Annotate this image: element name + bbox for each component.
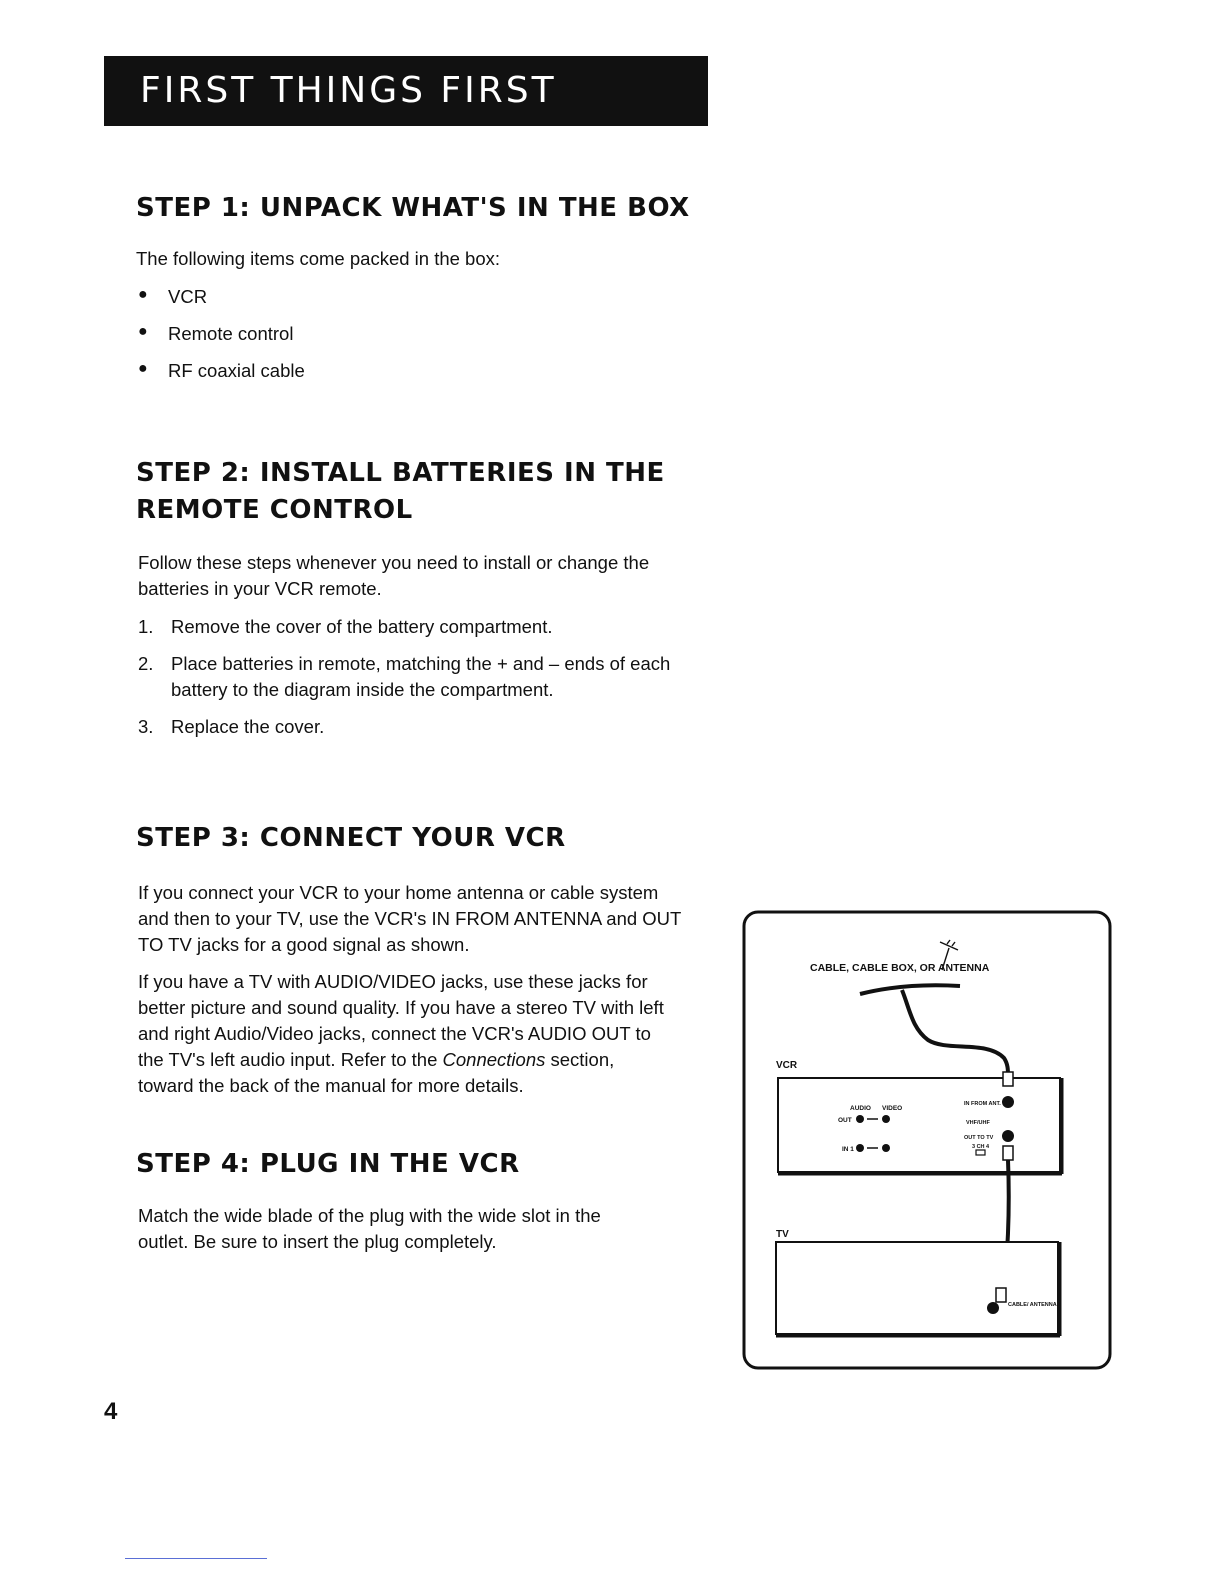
connections-reference: Connections (442, 1049, 546, 1070)
video-jack-label: VIDEO (882, 1105, 903, 1112)
list-item-number: 1. (138, 616, 154, 637)
footer-rule (125, 1558, 267, 1559)
step1-heading: STEP 1: UNPACK WHAT'S IN THE BOX (136, 193, 690, 223)
out-to-tv-label: OUT TO TV (964, 1135, 994, 1141)
text-line: toward the back of the manual for more details. (138, 1075, 524, 1096)
coax-connector-icon (996, 1288, 1006, 1302)
list-item-text: VCR (168, 286, 208, 307)
tv-label: TV (776, 1229, 789, 1240)
page-number: 4 (104, 1398, 118, 1425)
vcr-connection-diagram (742, 910, 1112, 1370)
list-item-text: RF coaxial cable (168, 360, 305, 381)
list-item-text: Replace the cover. (171, 716, 325, 737)
in1-label: IN 1 (842, 1146, 854, 1153)
step2-heading-line1: STEP 2: INSTALL BATTERIES IN THE (136, 458, 665, 488)
list-item-text: battery to the diagram inside the compartment. (171, 679, 554, 700)
page-title-banner (104, 56, 708, 126)
page-title: FIRST THINGS FIRST (140, 70, 557, 111)
bullet-icon: ● (138, 323, 148, 340)
out-label: OUT (838, 1117, 852, 1124)
step4-heading: STEP 4: PLUG IN THE VCR (136, 1149, 520, 1179)
text-line: If you connect your VCR to your home antenna or cable system (138, 882, 659, 903)
list-item-text: Place batteries in remote, matching the + and – ends of each (171, 653, 671, 674)
text-span: the TV's left audio input. Refer to the (138, 1049, 443, 1070)
vhf-uhf-label: VHF/UHF (966, 1120, 990, 1126)
step2-intro-line1: Follow these steps whenever you need to install or change the (138, 552, 650, 573)
bullet-icon: ● (138, 360, 148, 377)
video-out-jack-icon (882, 1115, 890, 1123)
step1-intro: The following items come packed in the box: (136, 248, 501, 269)
audio-out-jack-icon (856, 1115, 864, 1123)
in-from-ant-label: IN FROM ANT. (964, 1101, 1001, 1107)
out-to-tv-jack-icon (1002, 1130, 1014, 1142)
list-item-number: 2. (138, 653, 154, 674)
text-line: better picture and sound quality. If you have a stereo TV with left (138, 997, 664, 1018)
step2-intro-line2: batteries in your VCR remote. (138, 578, 382, 599)
vcr-rear-panel (778, 1078, 1060, 1172)
list-item-number: 3. (138, 716, 154, 737)
text-line: and right Audio/Video jacks, connect the VCR's AUDIO OUT to (138, 1023, 651, 1044)
source-label: CABLE, CABLE BOX, OR ANTENNA (810, 962, 990, 974)
text-line: TO TV jacks for a good signal as shown. (138, 934, 470, 955)
ch34-label: 3 CH 4 (972, 1144, 990, 1150)
in-from-antenna-jack-icon (1002, 1096, 1014, 1108)
audio-in-jack-icon (856, 1144, 864, 1152)
vcr-label: VCR (776, 1060, 798, 1071)
coax-connector-icon (1003, 1072, 1013, 1086)
text-line: and then to your TV, use the VCR's IN FROM ANTENNA and OUT (138, 908, 682, 929)
tv-cable-antenna-jack-icon (987, 1302, 999, 1314)
audio-jack-label: AUDIO (850, 1105, 871, 1112)
step3-heading: STEP 3: CONNECT YOUR VCR (136, 823, 566, 853)
list-item-text: Remove the cover of the battery compartment. (171, 616, 553, 637)
text-line: If you have a TV with AUDIO/VIDEO jacks, use these jacks for (138, 971, 648, 992)
step4-text-line: outlet. Be sure to insert the plug completely. (138, 1231, 497, 1252)
step2-heading-line2: REMOTE CONTROL (136, 495, 413, 525)
text-span: section, (545, 1049, 615, 1070)
cable-antenna-label: CABLE/ ANTENNA (1008, 1302, 1057, 1308)
video-in-jack-icon (882, 1144, 890, 1152)
step4-text-line: Match the wide blade of the plug with the wide slot in the (138, 1205, 601, 1226)
text-line (138, 1047, 614, 1073)
coax-connector-icon (1003, 1146, 1013, 1160)
tv-rear-panel (776, 1242, 1058, 1334)
list-item-text: Remote control (168, 323, 294, 344)
bullet-icon: ● (138, 286, 148, 303)
